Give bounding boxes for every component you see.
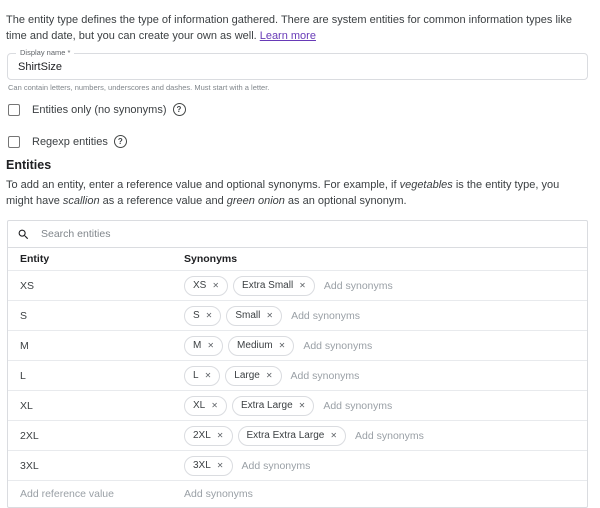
entity-row [8,361,587,391]
synonym-chip [184,276,228,296]
display-name-helper-text: Can contain letters, numbers, underscores and dashes. Must start with a letter. [8,83,270,92]
entity-row [8,391,587,421]
entity-row [8,301,587,331]
intro-text-body: The entity type defines the type of information gathered. There are system entities for common information types like time and date, but you can create your own as well. [6,14,572,42]
add-entity-row [8,481,587,507]
add-synonyms-input[interactable]: Add synonyms [355,429,424,442]
synonyms-column-header: Synonyms [184,253,238,265]
description-text: as a reference value and [99,195,227,207]
remove-synonym-icon[interactable]: ✕ [204,370,212,380]
remove-synonym-icon[interactable]: ✕ [299,280,306,290]
synonym-chip [233,276,315,296]
synonym-chip [184,336,223,356]
synonym-chip-label: M [193,340,202,351]
entities-only-help-icon[interactable]: ? [173,103,186,116]
synonyms-cell [184,426,587,446]
regexp-entities-checkbox[interactable] [8,136,20,148]
entity-cell[interactable]: XL [20,399,33,412]
remove-synonym-icon[interactable]: ✕ [212,280,220,290]
remove-synonym-icon[interactable]: ✕ [211,400,218,410]
entity-cell[interactable]: S [20,309,28,322]
entities-heading: Entities [6,158,52,172]
remove-synonym-icon[interactable]: ✕ [278,340,286,350]
description-italic-term: vegetables [399,179,453,191]
synonyms-cell [184,306,587,326]
entity-row [8,451,587,481]
regexp-entities-label: Regexp entities [32,135,108,148]
synonym-chip-label: Large [234,370,260,381]
add-synonyms-input[interactable]: Add synonyms [241,459,311,472]
remove-synonym-icon[interactable]: ✕ [216,430,224,440]
entities-description [6,177,588,209]
display-name-field [7,48,588,80]
search-icon [17,228,30,241]
regexp-entities-option [6,135,588,148]
add-synonyms-input[interactable]: Add synonyms [184,488,253,500]
add-synonyms-input[interactable]: Add synonyms [291,309,360,322]
entities-only-checkbox[interactable] [8,104,20,116]
synonyms-cell [184,366,587,386]
synonym-chip [232,396,314,416]
entity-row [8,271,587,301]
entities-search-bar [8,221,587,248]
synonym-chip-label: XS [193,280,207,291]
entity-cell[interactable]: M [20,339,29,352]
entity-cell[interactable]: 3XL [20,459,39,472]
synonyms-cell [184,276,587,296]
search-entities-input[interactable] [39,227,578,241]
synonym-chip [184,426,233,446]
description-text: is the entity type, you might have [6,179,560,207]
entity-row [8,331,587,361]
entities-only-option [6,103,588,116]
synonym-chip [184,456,233,476]
remove-synonym-icon[interactable]: ✕ [266,310,274,320]
display-name-field-box [7,53,588,80]
synonym-chip [184,366,220,386]
table-header-row [8,248,587,271]
regexp-entities-help-icon[interactable]: ? [114,135,127,148]
description-italic-term: green onion [226,195,285,207]
synonym-chip-label: XL [193,400,206,411]
synonym-chip-label: 3XL [193,460,211,471]
add-synonyms-input[interactable]: Add synonyms [323,399,393,412]
synonyms-cell [184,336,587,356]
synonym-chip [238,426,347,446]
add-synonyms-input[interactable]: Add synonyms [303,339,373,352]
synonym-chip-label: Extra Large [240,400,293,411]
synonym-chip-label: 2XL [193,430,211,441]
entity-cell[interactable]: 2XL [20,429,39,442]
description-text: To add an entity, enter a reference value and optional synonyms. For example, if [6,179,400,191]
synonym-chip [226,306,282,326]
display-name-input[interactable] [8,61,587,73]
synonym-chip-label: S [193,310,200,321]
description-text: as an optional synonym. [284,195,407,207]
entities-table-body [8,271,587,481]
synonyms-cell [184,396,587,416]
add-reference-value-input[interactable]: Add reference value [20,488,114,500]
entity-cell[interactable]: XS [20,279,35,292]
description-italic-term: scallion [62,195,100,207]
synonym-chip-label: Extra Small [242,280,294,291]
add-synonyms-input[interactable]: Add synonyms [290,369,360,382]
synonym-chip [184,396,227,416]
synonym-chip-label: L [193,370,199,381]
synonym-chip-label: Small [235,310,261,321]
add-synonyms-input[interactable]: Add synonyms [323,279,393,292]
remove-synonym-icon[interactable]: ✕ [265,370,273,380]
entity-cell[interactable]: L [20,369,26,382]
synonym-chip-label: Medium [237,340,273,351]
synonym-chip [228,336,294,356]
synonym-chip [184,306,221,326]
remove-synonym-icon[interactable]: ✕ [216,460,224,470]
synonym-chip-label: Extra Extra Large [246,430,325,441]
remove-synonym-icon[interactable]: ✕ [207,340,215,350]
synonym-chip [225,366,281,386]
entity-row [8,421,587,451]
remove-synonym-icon[interactable]: ✕ [298,400,306,410]
learn-more-link[interactable]: Learn more [259,30,316,42]
entities-only-label: Entities only (no synonyms) [32,103,167,116]
display-name-label: Display name * [16,48,74,57]
remove-synonym-icon[interactable]: ✕ [330,430,338,440]
entities-table [7,220,588,508]
synonyms-cell [184,456,587,476]
intro-text [6,12,588,44]
remove-synonym-icon[interactable]: ✕ [205,310,213,320]
entity-column-header: Entity [20,253,50,265]
